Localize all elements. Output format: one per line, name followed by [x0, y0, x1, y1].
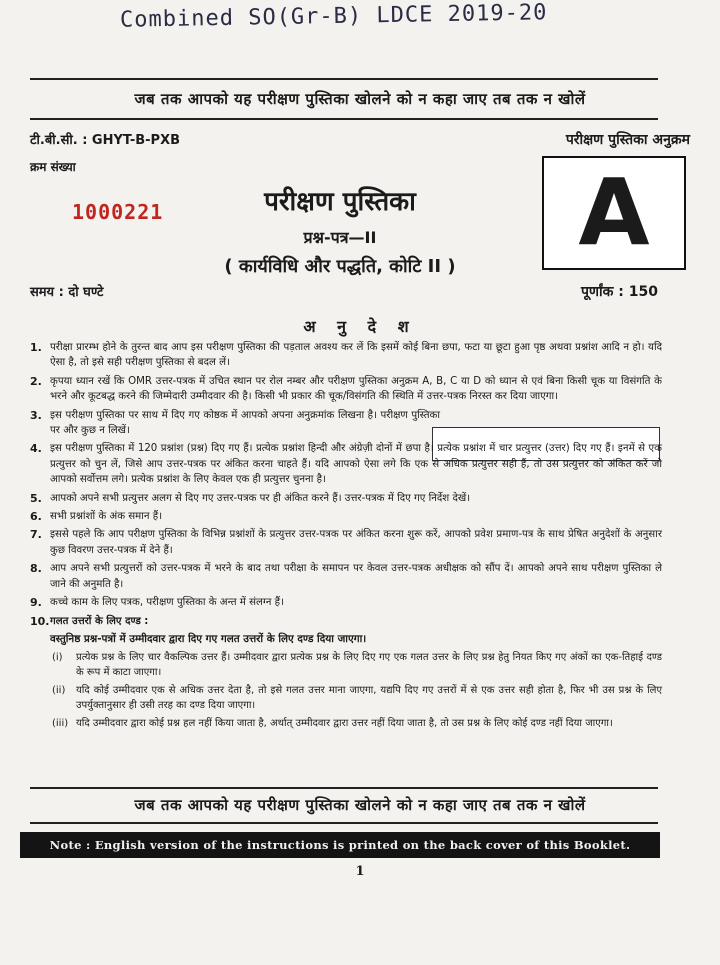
subject-title: ( कार्यविधि और पद्धति, कोटि II ) — [224, 256, 456, 277]
time-allowed: समय : दो घण्टे — [30, 285, 104, 300]
top-banner: जब तक आपको यह परीक्षण पुस्तिका खोलने को न कहा जाए तब तक न खोलें — [134, 90, 586, 108]
maximum-marks: पूर्णांक : 150 — [580, 284, 658, 300]
penalty-point: (i) प्रत्येक प्रश्न के लिए चार वैकल्पिक उत्तर हैं। उम्मीदवार द्वारा प्रत्येक प्रश्न के लिए दिए गए एक गलत उत्तर के लिए प्रश्न हेतु नियत किए गए अंकों का एक-तिहाई दण्ड के रूप में काटा जाएगा। — [52, 651, 662, 678]
instruction-item: 9. कच्चे काम के लिए पत्रक, परीक्षण पुस्तिका के अन्त में संलग्न हैं। — [30, 596, 284, 610]
penalty-point: (iii) यदि उम्मीदवार द्वारा कोई प्रश्न हल नहीं किया जाता है, अर्थात् उम्मीदवार द्वारा उत्तर नहीं दिया जाता है, तो उस प्रश्न के लिए कोई दण्ड नहीं दिया जाएगा। — [52, 717, 613, 729]
instruction-item: 5. आपको अपने सभी प्रत्युत्तर अलग से दिए गए उत्तर-पत्रक पर ही अंकित करने हैं। उत्तर-पत्रक में दिए गए निर्देश देखें। — [30, 491, 471, 505]
booklet-title: परीक्षण पुस्तिका — [264, 187, 416, 217]
instruction-item: 8. आप अपने सभी प्रत्युत्तरों को उत्तर-पत्रक में भरने के बाद तथा परीक्षा के समापन पर केवल उत्तर-पत्रक अधीक्षक को सौंप दें। आपको अपने साथ परीक्षण पुस्तिका ले जाने की अनुमति है। — [30, 562, 662, 590]
bottom-rule-top — [30, 787, 658, 789]
top-rule — [30, 78, 658, 80]
series-letter-box — [542, 156, 686, 270]
instruction-item: 4. इस परीक्षण पुस्तिका में 120 प्रश्नांश (प्रश्न) दिए गए हैं। प्रत्येक प्रश्नांश हिन्दी और अंग्रेज़ी दोनों में छपा है। प्रत्येक प्रश्नांश में चार प्रत्युत्तर (उत्तर) दिए गए हैं। इनमें से एक प्रत्युत्तर को चुन लें, जिसे आप उत्तर-पत्रक पर अंकित करना चाहते हैं। यदि आपको ऐसा लगे कि एक से अधिक प्रत्युत्तर सही हैं, तो उस प्रत्युत्तर को अंकित करें जो आपको सर्वोत्तम लगे। प्रत्येक प्रश्नांश के लिए केवल एक ही प्रत्युत्तर चुनना है। — [30, 442, 662, 486]
english-version-note: Note : English version of the instructions is printed on the back cover of this Booklet. — [20, 832, 660, 858]
page-number: 1 — [355, 864, 365, 879]
bottom-rule — [30, 822, 658, 824]
instruction-item: 7. इससे पहले कि आप परीक्षण पुस्तिका के विभिन्न प्रश्नांशों के प्रत्युत्तर उत्तर-पत्रक पर अंकित करना शुरू करें, आपको प्रवेश प्रमाण-पत्र के साथ प्रेषित अनुदेशों के अनुसार कुछ विवरण उत्तर-पत्रक में देने हैं। — [30, 528, 662, 556]
instruction-item: 10. गलत उत्तरों के लिए दण्ड : — [30, 614, 149, 628]
instruction-item: 1. परीक्षा प्रारम्भ होने के तुरन्त बाद आप इस परीक्षण पुस्तिका की पड़ताल अवश्य कर लें कि इसमें कोई बिना छपा, फटा या छूटा हुआ पृष्ठ अथवा प्रश्नांश आदि न हो। यदि ऐसा है, तो इसे सही परीक्षण पुस्तिका से बदल लें। — [30, 341, 662, 369]
booklet-sequence-label: परीक्षण पुस्तिका अनुक्रम — [565, 132, 690, 148]
paper-number: प्रश्न-पत्र—II — [303, 228, 377, 247]
instruction-item: 3. इस परीक्षण पुस्तिका पर साथ में दिए गए कोष्ठक में आपको अपना अनुक्रमांक लिखना है। परीक्षण पुस्तिका पर और कुछ न लिखें। — [30, 408, 440, 437]
penalty-point: (ii) यदि कोई उम्मीदवार एक से अधिक उत्तर देता है, तो इसे गलत उत्तर माना जाएगा, यद्यपि दिए गए उत्तरों में से एक उत्तर सही होता है, फिर भी उस प्रश्न के लिए उपर्युक्तानुसार ही उसी तरह का दण्ड दिया जाएगा। — [52, 684, 662, 711]
penalty-lead: वस्तुनिष्ठ प्रश्न-पत्रों में उम्मीदवार द्वारा दिए गए गलत उत्तरों के लिए दण्ड दिया जाएगा। — [50, 632, 367, 645]
banner-rule — [30, 118, 658, 120]
serial-number: 1000221 — [72, 200, 164, 224]
series-letter: A — [578, 159, 650, 266]
instruction-item: 6. सभी प्रश्नांशों के अंक समान हैं। — [30, 510, 163, 524]
bottom-banner: जब तक आपको यह परीक्षण पुस्तिका खोलने को न कहा जाए तब तक न खोलें — [134, 796, 586, 814]
instructions-list — [30, 340, 662, 734]
instructions-heading: अ नु दे श — [303, 317, 417, 336]
serial-label: क्रम संख्या — [30, 160, 76, 174]
handwritten-note: Combined SO(Gr-B) LDCE 2019-20 — [119, 0, 548, 33]
instruction-item: 2. कृपया ध्यान रखें कि OMR उत्तर-पत्रक में उचित स्थान पर रोल नम्बर और परीक्षण पुस्तिका अनुक्रम A, B, C या D को ध्यान से एवं बिना किसी चूक या विसंगति के भरने और कूटबद्ध करने की जिम्मेदारी उम्मीदवार की है। किसी भी प्रकार की चूक/विसंगति की स्थिति में उत्तर-पत्रक निरस्त कर दिया जाएगा। — [30, 374, 662, 403]
tbc-code: टी.बी.सी. : GHYT-B-PXB — [30, 133, 181, 148]
